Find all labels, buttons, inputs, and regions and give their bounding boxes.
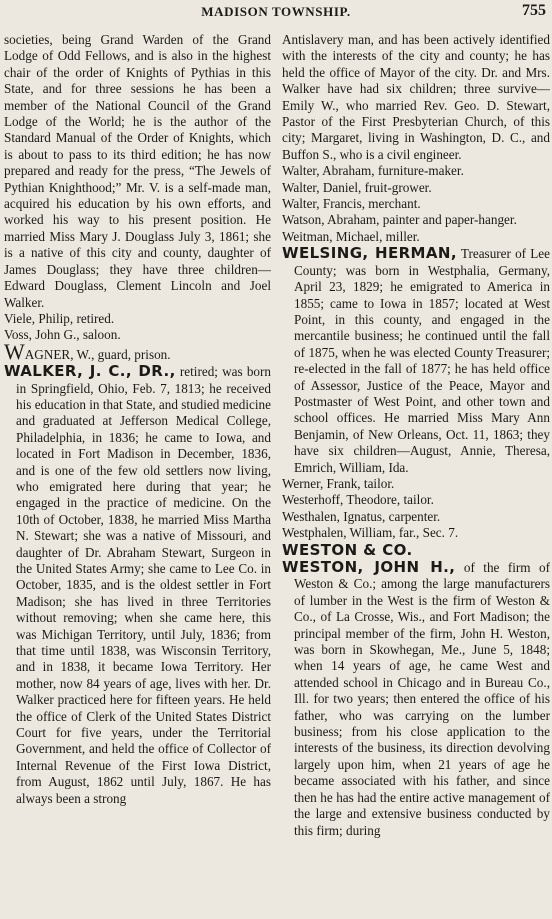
entry-text: Treasurer of Lee County; was born in Westphalia, Germany, April 23, 1829; he emigrated to America in 1855; came to Iowa in 1857; located at West Point, in this county, and engaged in the mercantile business; he continued until the fall of 1875, when he was elected County Treasurer; re-elected in the fall of 1877; he has held office of Assessor, Justice of the Peace, Mayor and Postmaster of West Point, and other town and school offices. He married Miss Mary Ann Benjamin, of New Orleans, Oct. 11, 1863; they have six children—August, Annie, Theresa, Emrich, William, Ida. bbox=[294, 246, 551, 475]
directory-entry: Walter, Abraham, furniture-maker. bbox=[282, 163, 464, 179]
biography-entry-walker bbox=[4, 363, 271, 807]
entry-name: WELSING, HERMAN, bbox=[282, 244, 457, 263]
directory-entry: Walter, Daniel, fruit-grower. bbox=[282, 179, 432, 195]
entry-text: guard, prison. bbox=[94, 346, 171, 362]
right-column bbox=[282, 32, 550, 839]
running-head bbox=[0, 4, 552, 26]
entry-text: retired; was born in Springfield, Ohio, Feb. 7, 1813; he received his education in that State, and studied medicine and graduated at Jefferson Medical College, Philadelphia, in 1836; he came to Iowa, and located in Fort Madison in December, 1836, and is one of the few old settlers now living, who emigrated here during that year; he engaged in the practice of medicine. On the 10th of October, 1838, he married Miss Martha N. Stewart; she was a native of Missouri, and daughter of Dr. Abraham Stewart, Surgeon in the United States Army; she came to Lee Co. in October, 1835, and is the oldest settler in Fort Madison; she has lived in three Territories without removing; when she came here, this was Michigan Territory, until July, 1836; from that time until 1838, was Wisconsin Territory, and in 1838, it became Iowa Territory. Her mother, now 84 years of age, lives with her. Dr. Walker practiced here for fifteen years. He held the office of Clerk of the United States District Court for five years, under the Territorial Government, and held the office of Collector of Internal Revenue of the First Iowa District, from August, 1862 until July, 1867. He has always been a strong bbox=[16, 364, 271, 806]
biography-entry-welsing bbox=[282, 245, 550, 476]
continued-biography-text: Antislavery man, and has been actively identified with the interests of the city and county; he has held the office of Mayor of the city. Dr. and Mrs. Walker have had six children; three survive—Emily W., who married Rev. Geo. D. Stewart, Pastor of the First Presbyterian Church, of this city; Margaret, living in Washington, D. C., and Buffon S., who is a civil engineer. bbox=[282, 32, 550, 162]
firm-heading-weston-co bbox=[282, 542, 550, 559]
left-column bbox=[4, 32, 271, 807]
directory-entry: Weitman, Michael, miller. bbox=[282, 228, 420, 244]
continued-biography-text: societies, being Grand Warden of the Grand Lodge of Odd Fellows, and is also in the highest chair of the order of Knights of Pythias in this State, and for three sessions he has been a member of the National Council of the Grand Lodge of the World; he is the author of the Standard Manual of the Order of Knights, which is about to pass to its third edition; he has now prepared and ready for the press, “The Jewels of Pythian Knighthood;” Mr. V. is a self-made man, acquired his education by his own efforts, and worked his way to his present position. He married Miss Mary J. Douglass July 3, 1861; she is a native of this city and county, daughter of James Douglass; they have three children—Edward Douglass, Clement Lincoln and Joel Walker. bbox=[4, 32, 271, 310]
drop-initial: W bbox=[4, 338, 25, 364]
page-header-title: MADISON TOWNSHIP. bbox=[201, 4, 351, 19]
directory-entry: Walter, Francis, merchant. bbox=[282, 196, 421, 212]
directory-entry: Westerhoff, Theodore, tailor. bbox=[282, 492, 434, 508]
directory-entry: Westphalen, William, far., Sec. 7. bbox=[282, 525, 459, 541]
directory-entry: Watson, Abraham, painter and paper-hanger. bbox=[282, 212, 517, 228]
entry-name: WESTON, JOHN H., bbox=[282, 558, 456, 576]
directory-entry: Viele, Philip, retired. bbox=[4, 310, 115, 326]
biography-entry-weston bbox=[282, 559, 550, 839]
directory-entry: Westhalen, Ignatus, carpenter. bbox=[282, 508, 441, 524]
entry-name: WALKER, J. C., DR., bbox=[4, 362, 176, 381]
directory-entry: Voss, John G., saloon. bbox=[4, 327, 121, 343]
entry-name: AGNER, W., bbox=[24, 346, 95, 362]
page-number: 755 bbox=[522, 2, 546, 19]
entry-name: WESTON & CO. bbox=[282, 540, 413, 559]
entry-text: of the firm of Weston & Co.; among the large manufacturers of lumber in the West is the firm of Weston & Co., of La Crosse, Wis., and Fort Madison; the principal member of the firm, John H. Weston, was born in Skowhegan, Me., June 5, 1848; when 14 years of age, he came West and attended school in Chicago and in Bureau Co., Ill. for two years; then entered the office of his father, who was carrying on the lumber business; from his close application to the interests of the business, its direction devolving largely upon him, when 21 years of age he became associated with his father, and since then he has had the entire active management of the large and extensive business conducted by this firm; during bbox=[294, 560, 550, 838]
directory-entry-wagner bbox=[4, 338, 271, 364]
directory-entry: Werner, Frank, tailor. bbox=[282, 475, 395, 491]
